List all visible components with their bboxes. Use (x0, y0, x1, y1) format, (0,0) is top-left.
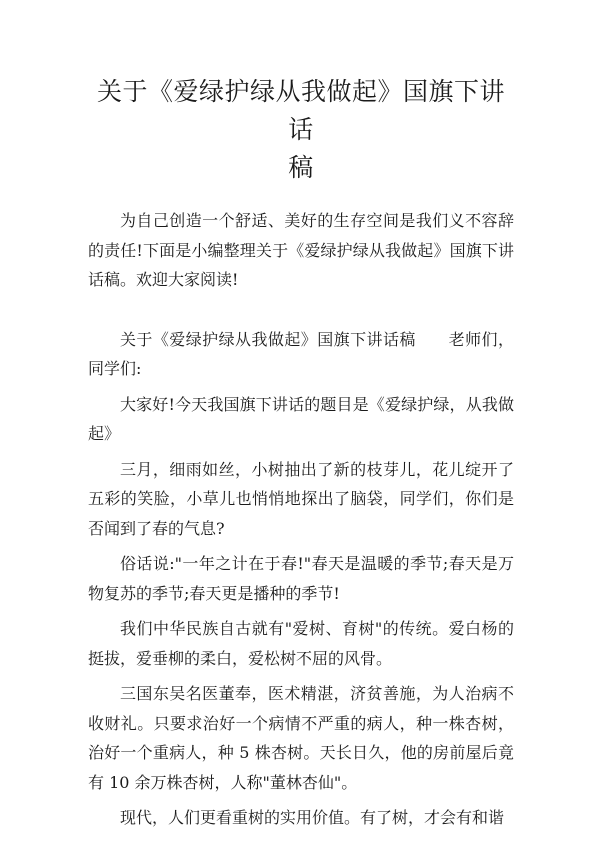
section-gap (88, 295, 514, 325)
intro-paragraph: 为自己创造一个舒适、美好的生存空间是我们义不容辞的责任!下面是小编整理关于《爱绿护绿从我做起》国旗下讲话稿。欢迎大家阅读! (88, 211, 514, 289)
body-paragraph: 关于《爱绿护绿从我做起》国旗下讲话稿 老师们，同学们: (88, 329, 514, 378)
body-paragraph: 我们中华民族自古就有"爱树、育树"的传统。爱白杨的挺拔，爱垂柳的柔白，爱松树不屈的风骨。 (88, 619, 514, 668)
body-paragraph: 三国东吴名医董奉，医术精湛，济贫善施，为人治病不收财礼。只要求治好一个病情不严重的病人，种一株杏树，治好一个重病人，种 5 株杏树。天长日久，他的房前屋后竟有 10 余万株杏树，人称"董林杏仙"。 (88, 684, 514, 792)
document-title (88, 0, 514, 187)
body-paragraph: 现代，人们更看重树的实用价值。有了树，才会有和谐 (120, 808, 505, 827)
body-paragraph: 三月，细雨如丝，小树抽出了新的枝芽儿，花儿绽开了五彩的笑脸，小草儿也悄悄地探出了脑袋，同学们，你们是否闻到了春的气息? (88, 459, 514, 538)
body-paragraph: 俗话说:"一年之计在于春!"春天是温暖的季节;春天是万物复苏的季节;春天更是播种的季节! (88, 554, 514, 603)
title-line-1: 关于《爱绿护绿从我做起》国旗下讲话 (96, 77, 505, 144)
body-paragraph: 大家好!今天我国旗下讲话的题目是《爱绿护绿，从我做起》 (88, 394, 514, 443)
title-line-2: 稿 (288, 153, 314, 182)
